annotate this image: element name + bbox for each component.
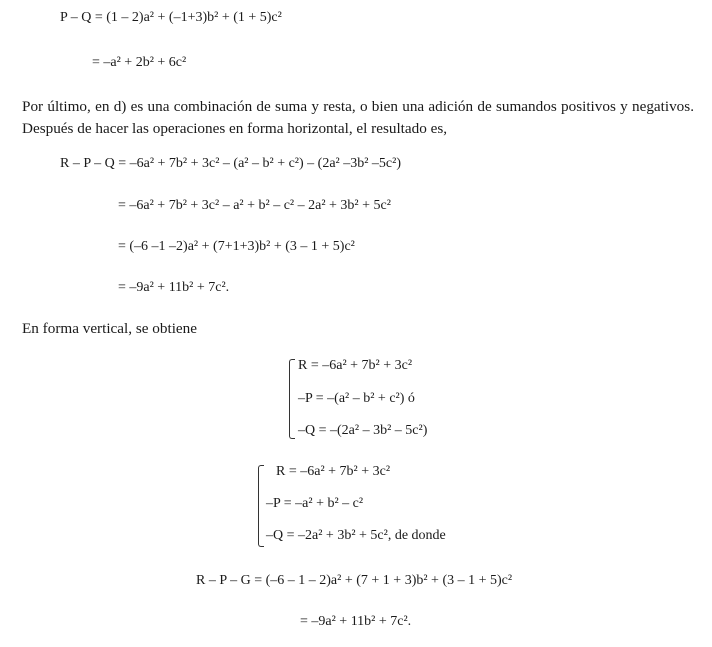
equation-r-p-q: R – P – Q = –6a² + 7b² + 3c² – (a² – b² + c²) – (2a² –3b² –5c²) xyxy=(60,156,402,171)
left-brace xyxy=(289,359,295,439)
vertical-system1-q: –Q = –(2a² – 3b² – 5c²) xyxy=(298,423,428,438)
equation-p-minus-q-result: = –a² + 2b² + 6c² xyxy=(92,55,187,70)
equation-r-p-q-step2: = –6a² + 7b² + 3c² – a² + b² – c² – 2a² + 3b² + 5c² xyxy=(118,198,391,213)
left-brace xyxy=(258,465,264,547)
vertical-system2-r: R = –6a² + 7b² + 3c² xyxy=(276,464,391,479)
vertical-system2-q: –Q = –2a² + 3b² + 5c², de donde xyxy=(266,528,446,543)
vertical-system1-p: –P = –(a² – b² + c²) ó xyxy=(298,391,415,406)
equation-r-p-q-result: = –9a² + 11b² + 7c². xyxy=(118,280,230,295)
vertical-system2-p: –P = –a² + b² – c² xyxy=(266,496,364,511)
equation-p-minus-q: P – Q = (1 – 2)a² + (–1+3)b² + (1 + 5)c² xyxy=(60,10,282,25)
equation-r-p-g-result: = –9a² + 11b² + 7c². xyxy=(300,614,412,629)
equation-r-p-q-step3: = (–6 –1 –2)a² + (7+1+3)b² + (3 – 1 + 5)c² xyxy=(118,239,355,254)
vertical-system1-r: R = –6a² + 7b² + 3c² xyxy=(298,358,413,373)
equation-r-p-g: R – P – G = (–6 – 1 – 2)a² + (7 + 1 + 3)b² + (3 – 1 + 5)c² xyxy=(196,573,513,588)
paragraph-explanation: Por último, en d) es una combinación de suma y resta, o bien una adición de sumandos positivos y negativos. Después de hacer las operaciones en forma horizontal, el resultado es, xyxy=(22,98,694,137)
paragraph-vertical-intro: En forma vertical, se obtiene xyxy=(22,320,198,337)
